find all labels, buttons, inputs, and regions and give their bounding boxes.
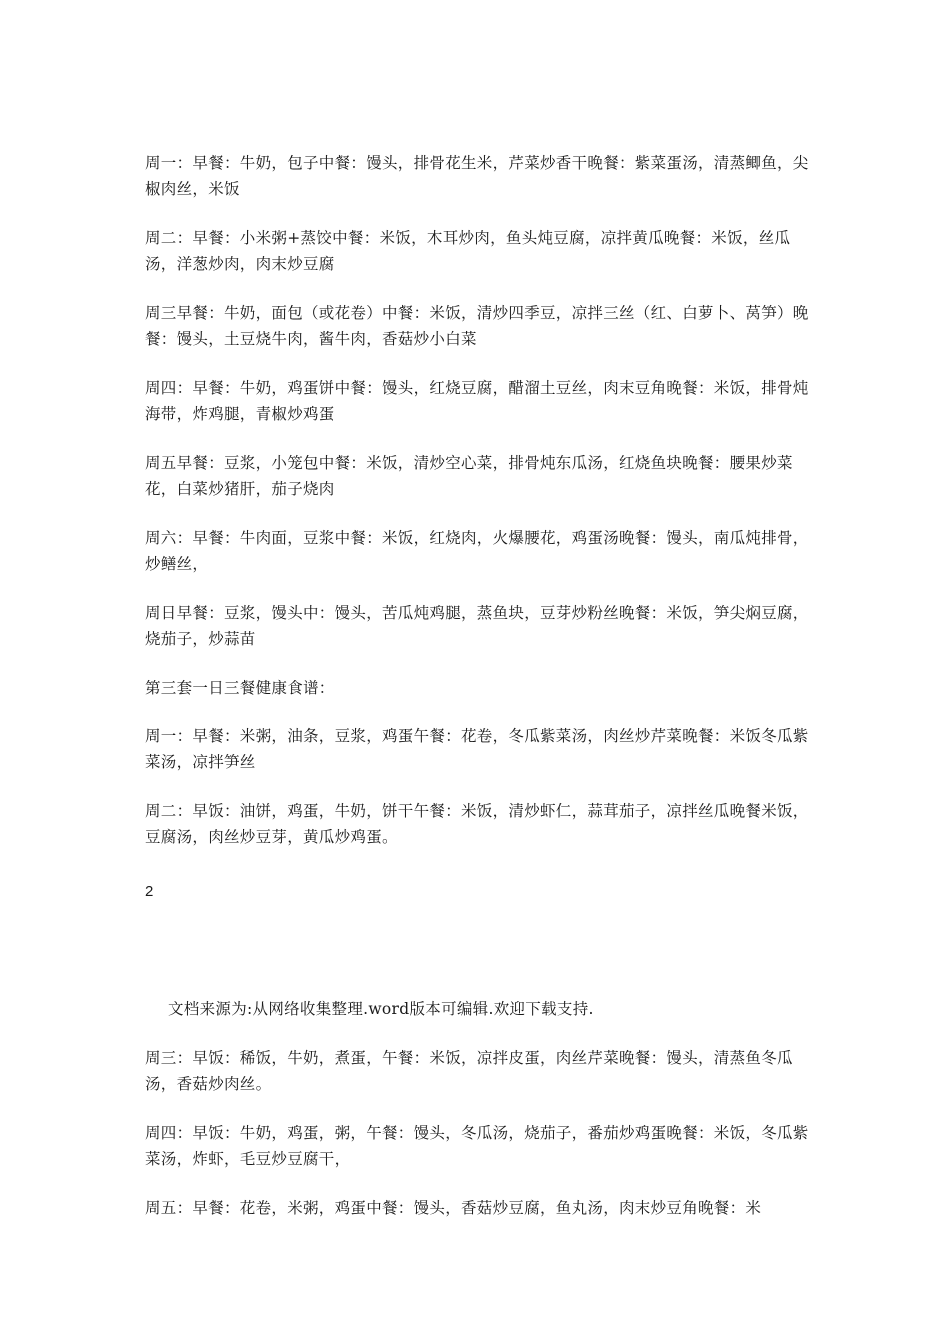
page-number: 2 — [145, 883, 154, 900]
paragraph-set3-thursday: 周四：早饭：牛奶，鸡蛋，粥，午餐：馒头，冬瓜汤，烧茄子，番茄炒鸡蛋晚餐：米饭，冬瓜紫菜汤，炸虾，毛豆炒豆腐干， — [145, 1124, 809, 1168]
paragraph-thursday: 周四：早餐：牛奶，鸡蛋饼中餐：馒头，红烧豆腐，醋溜土豆丝，肉末豆角晚餐：米饭，排骨炖海带，炸鸡腿，青椒炒鸡蛋 — [145, 379, 809, 423]
source-note: 文档来源为:从网络收集整理.word版本可编辑.欢迎下载支持. — [168, 1000, 594, 1018]
paragraph-set3-wednesday: 周三：早饭：稀饭，牛奶，煮蛋，午餐：米饭，凉拌皮蛋，肉丝芹菜晚餐：馒头，清蒸鱼冬瓜汤，香菇炒肉丝。 — [145, 1049, 793, 1093]
paragraph-tuesday: 周二：早餐：小米粥+蒸饺中餐：米饭，木耳炒肉，鱼头炖豆腐，凉拌黄瓜晚餐：米饭，丝瓜汤，洋葱炒肉，肉末炒豆腐 — [145, 229, 791, 273]
paragraph-saturday: 周六：早餐：牛肉面，豆浆中餐：米饭，红烧肉，火爆腰花，鸡蛋汤晚餐：馒头，南瓜炖排骨，炒鳝丝， — [145, 529, 809, 573]
paragraph-monday: 周一：早餐：牛奶，包子中餐：馒头，排骨花生米，芹菜炒香干晚餐：紫菜蛋汤，清蒸鲫鱼，尖椒肉丝，米饭 — [145, 154, 809, 198]
paragraph-set3-friday: 周五：早餐：花卷，米粥，鸡蛋中餐：馒头，香菇炒豆腐，鱼丸汤，肉末炒豆角晚餐：米 — [145, 1199, 762, 1217]
paragraph-sunday: 周日早餐：豆浆，馒头中：馒头，苦瓜炖鸡腿，蒸鱼块，豆芽炒粉丝晚餐：米饭，笋尖焖豆腐，烧茄子，炒蒜苗 — [145, 604, 809, 648]
paragraph-set3-tuesday: 周二：早饭：油饼，鸡蛋，牛奶，饼干午餐：米饭，清炒虾仁，蒜茸茄子，凉拌丝瓜晚餐米饭，豆腐汤，肉丝炒豆芽，黄瓜炒鸡蛋。 — [145, 802, 809, 846]
paragraph-set3-monday: 周一：早餐：米粥，油条，豆浆，鸡蛋午餐：花卷，冬瓜紫菜汤，肉丝炒芹菜晚餐：米饭冬瓜紫菜汤，凉拌笋丝 — [145, 727, 809, 771]
paragraph-wednesday: 周三早餐：牛奶，面包（或花卷）中餐：米饭，清炒四季豆，凉拌三丝（红、白萝卜、莴笋）晚餐：馒头，土豆烧牛肉，酱牛肉，香菇炒小白菜 — [145, 304, 809, 348]
paragraph-friday: 周五早餐：豆浆，小笼包中餐：米饭，清炒空心菜，排骨炖东瓜汤，红烧鱼块晚餐：腰果炒菜花，白菜炒猪肝，茄子烧肉 — [145, 454, 793, 498]
section-heading: 第三套一日三餐健康食谱： — [145, 679, 335, 697]
